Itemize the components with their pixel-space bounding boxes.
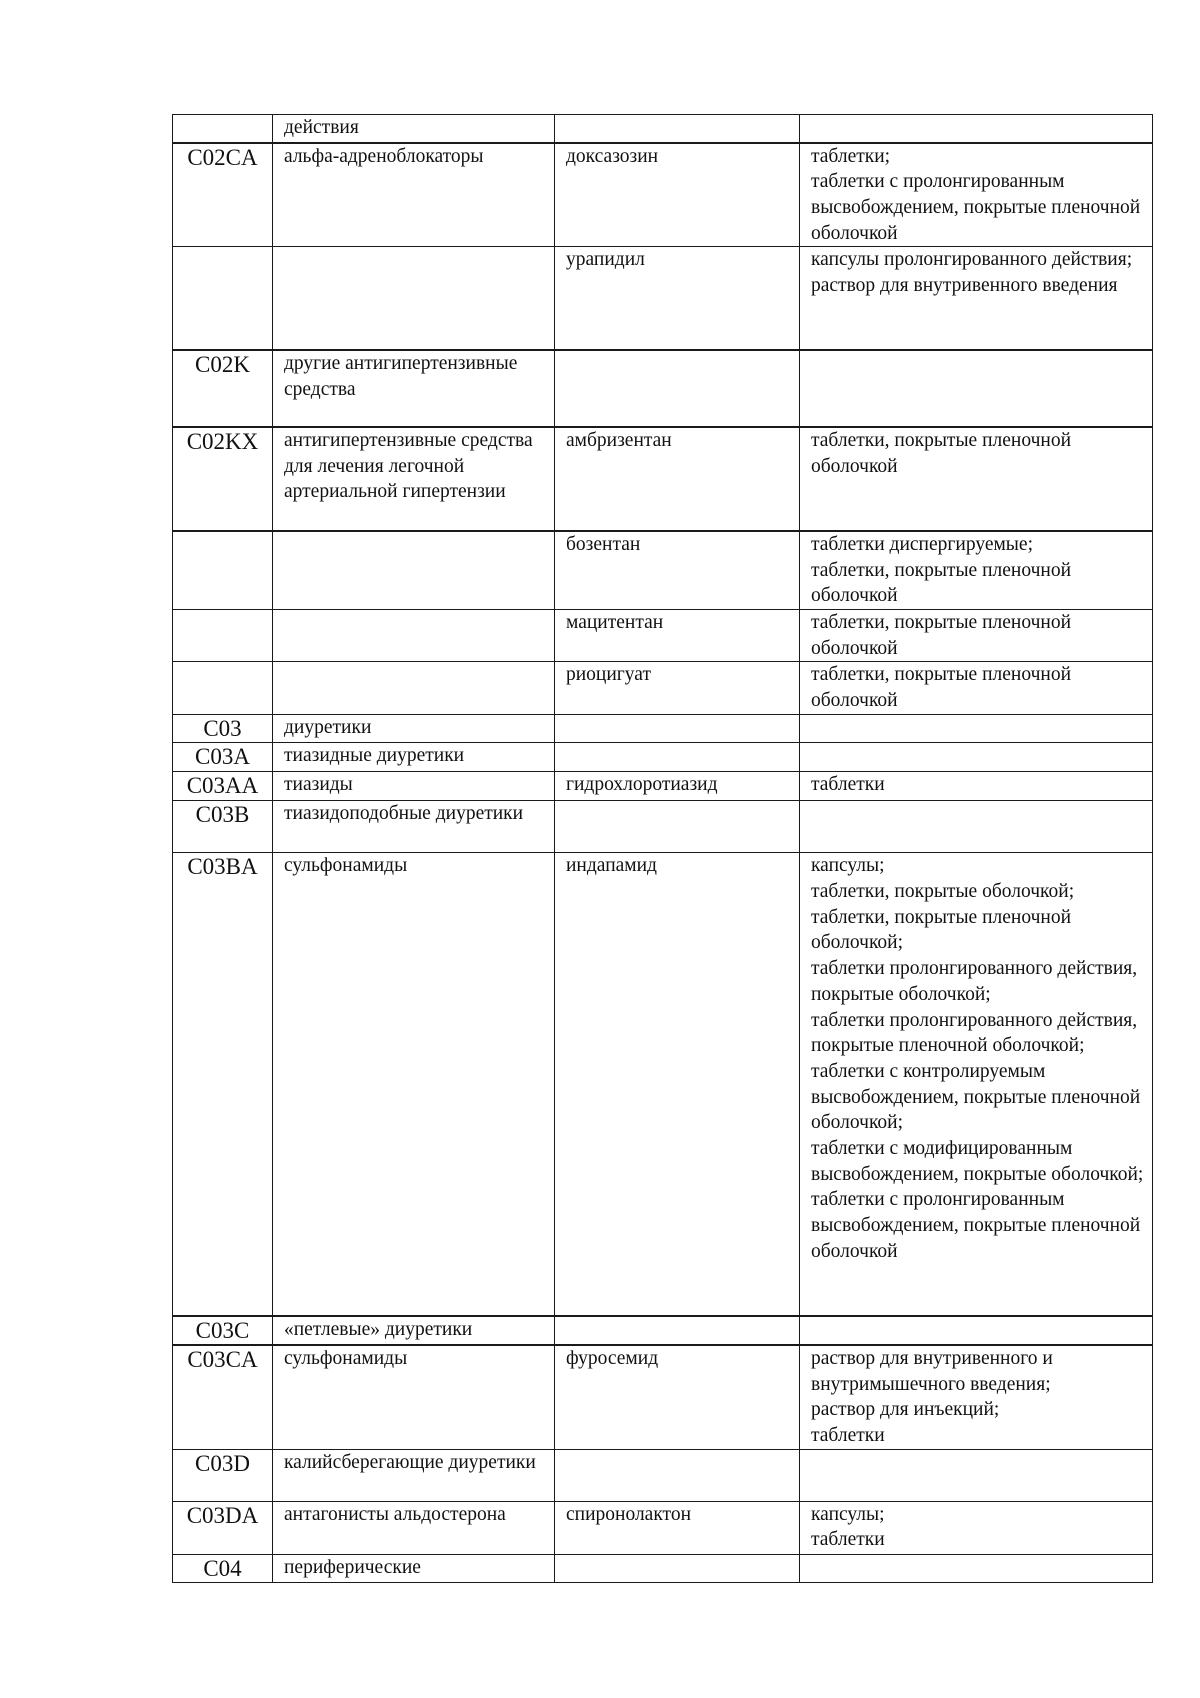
atc-code-cell: C02K: [173, 350, 273, 427]
atc-code-cell: C04: [173, 1554, 273, 1582]
atc-code-cell: C03: [173, 715, 273, 743]
group-name-cell: [273, 662, 555, 715]
drug-name-cell: гидрохлоротиазид: [555, 772, 800, 801]
group-name-cell: сульфонамиды: [273, 1345, 555, 1449]
dosage-form-cell: [800, 743, 1153, 772]
atc-code-cell: C03CA: [173, 1345, 273, 1449]
table-row: [173, 1554, 1153, 1582]
table-row: [173, 609, 1153, 661]
group-name-cell: тиазиды: [273, 772, 555, 801]
group-name-cell: сульфонамиды: [273, 853, 555, 1316]
table-row: [173, 247, 1153, 350]
group-name-cell: тиазидные диуретики: [273, 743, 555, 772]
dosage-form-cell: [800, 1449, 1153, 1501]
atc-code-cell: [173, 115, 273, 143]
drug-name-cell: [555, 1554, 800, 1582]
atc-code-cell: [173, 531, 273, 610]
drug-name-cell: [555, 743, 800, 772]
drug-name-cell: [555, 1449, 800, 1501]
dosage-form-cell: таблетки, покрытые пленочной оболочкой: [800, 609, 1153, 661]
dosage-form-cell: капсулы пролонгированного действия; раствор для внутривенного введения: [800, 247, 1153, 350]
table-row: [173, 115, 1153, 143]
drug-table-body: [173, 115, 1153, 1583]
drug-name-cell: бозентан: [555, 531, 800, 610]
dosage-form-cell: [800, 1316, 1153, 1345]
atc-code-cell: C03C: [173, 1316, 273, 1345]
atc-code-cell: [173, 662, 273, 715]
drug-table: [172, 114, 1153, 1583]
drug-name-cell: фуросемид: [555, 1345, 800, 1449]
dosage-form-cell: [800, 801, 1153, 853]
dosage-form-cell: [800, 350, 1153, 427]
table-row: [173, 853, 1153, 1316]
drug-name-cell: спиронолактон: [555, 1501, 800, 1554]
dosage-form-cell: таблетки; таблетки с пролонгированным высвобождением, покрытые пленочной оболочкой: [800, 143, 1153, 247]
table-row: [173, 1449, 1153, 1501]
group-name-cell: действия: [273, 115, 555, 143]
atc-code-cell: C03DA: [173, 1501, 273, 1554]
drug-name-cell: [555, 801, 800, 853]
table-row: [173, 1501, 1153, 1554]
drug-name-cell: амбризентан: [555, 427, 800, 531]
drug-name-cell: индапамид: [555, 853, 800, 1316]
group-name-cell: другие антигипертензивные средства: [273, 350, 555, 427]
table-row: [173, 801, 1153, 853]
drug-name-cell: [555, 115, 800, 143]
table-row: [173, 427, 1153, 531]
drug-name-cell: [555, 1316, 800, 1345]
drug-name-cell: доксазозин: [555, 143, 800, 247]
table-row: [173, 1316, 1153, 1345]
group-name-cell: периферические: [273, 1554, 555, 1582]
dosage-form-cell: таблетки диспергируемые; таблетки, покрытые пленочной оболочкой: [800, 531, 1153, 610]
table-row: [173, 350, 1153, 427]
dosage-form-cell: раствор для внутривенного и внутримышечного введения; раствор для инъекций; таблетки: [800, 1345, 1153, 1449]
dosage-form-cell: капсулы; таблетки, покрытые оболочкой; таблетки, покрытые пленочной оболочкой; таблетки пролонгированного действия, покрытые оболочкой; таблетки пролонгированного действия, покрытые пленочной оболочкой; таблетки с контролируемым высвобождением, покрытые пленочной оболочкой; таблетки с модифицированным высвобождением, покрытые оболочкой; таблетки с пролонгированным высвобождением, покрытые пленочной оболочкой: [800, 853, 1153, 1316]
atc-code-cell: C03A: [173, 743, 273, 772]
dosage-form-cell: [800, 715, 1153, 743]
dosage-form-cell: таблетки: [800, 772, 1153, 801]
table-row: [173, 715, 1153, 743]
group-name-cell: диуретики: [273, 715, 555, 743]
drug-name-cell: [555, 350, 800, 427]
group-name-cell: антигипертензивные средства для лечения легочной артериальной гипертензии: [273, 427, 555, 531]
group-name-cell: [273, 247, 555, 350]
group-name-cell: тиазидоподобные диуретики: [273, 801, 555, 853]
table-row: [173, 772, 1153, 801]
drug-name-cell: мацитентан: [555, 609, 800, 661]
table-row: [173, 662, 1153, 715]
group-name-cell: калийсберегающие диуретики: [273, 1449, 555, 1501]
drug-name-cell: риоцигуат: [555, 662, 800, 715]
table-row: [173, 143, 1153, 247]
atc-code-cell: C02KX: [173, 427, 273, 531]
group-name-cell: антагонисты альдостерона: [273, 1501, 555, 1554]
dosage-form-cell: [800, 1554, 1153, 1582]
atc-code-cell: C03BA: [173, 853, 273, 1316]
dosage-form-cell: [800, 115, 1153, 143]
atc-code-cell: [173, 247, 273, 350]
group-name-cell: «петлевые» диуретики: [273, 1316, 555, 1345]
table-row: [173, 531, 1153, 610]
group-name-cell: [273, 531, 555, 610]
table-row: [173, 1345, 1153, 1449]
atc-code-cell: C03B: [173, 801, 273, 853]
atc-code-cell: [173, 609, 273, 661]
table-row: [173, 743, 1153, 772]
dosage-form-cell: таблетки, покрытые пленочной оболочкой: [800, 662, 1153, 715]
group-name-cell: [273, 609, 555, 661]
atc-code-cell: C02CA: [173, 143, 273, 247]
atc-code-cell: C03AA: [173, 772, 273, 801]
dosage-form-cell: таблетки, покрытые пленочной оболочкой: [800, 427, 1153, 531]
atc-code-cell: C03D: [173, 1449, 273, 1501]
dosage-form-cell: капсулы; таблетки: [800, 1501, 1153, 1554]
group-name-cell: альфа-адреноблокаторы: [273, 143, 555, 247]
drug-name-cell: [555, 715, 800, 743]
drug-name-cell: урапидил: [555, 247, 800, 350]
